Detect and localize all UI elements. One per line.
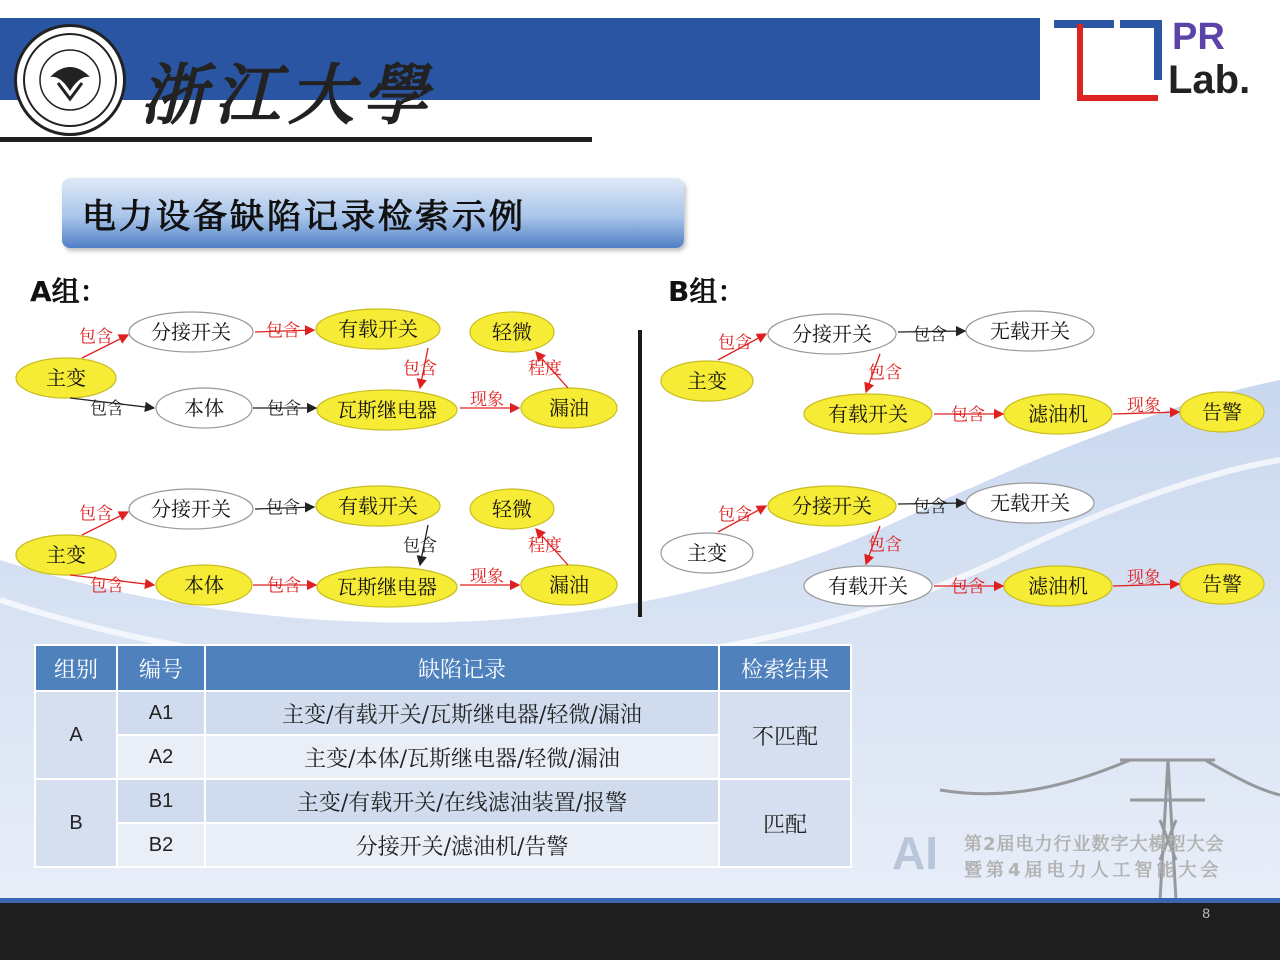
graph-node-label: 主变 — [687, 541, 727, 565]
graph-edge-label: 包含 — [266, 498, 300, 518]
graph-node-label: 滤油机 — [1028, 574, 1088, 598]
slide-title: 电力设备缺陷记录检索示例 — [82, 196, 526, 237]
node-main-transformer — [661, 361, 753, 401]
node-onload-switch — [804, 394, 932, 434]
group-cell: A — [35, 691, 117, 779]
record-cell: 主变/有载开关/瓦斯继电器/轻微/漏油 — [205, 691, 719, 735]
graph-edge-label: 包含 — [718, 505, 752, 525]
slide-title-box — [62, 178, 684, 248]
graph-edge-label: 程度 — [528, 536, 562, 556]
node-alarm — [1180, 392, 1264, 432]
graph-edge-label: 包含 — [90, 576, 124, 596]
id-cell: B1 — [117, 779, 205, 823]
id-cell: A1 — [117, 691, 205, 735]
retrieval-result-table — [34, 644, 852, 868]
node-offload-switch — [966, 311, 1094, 351]
graph-node-label: 滤油机 — [1028, 402, 1088, 426]
node-main-transformer — [16, 358, 116, 398]
defect-graphs — [0, 300, 1280, 630]
graph-node-label: 告警 — [1202, 400, 1242, 424]
graph-node-label: 本体 — [184, 396, 224, 420]
table-row — [35, 691, 851, 735]
conference-logo — [892, 826, 1252, 886]
graph-node-label: 分接开关 — [792, 494, 872, 518]
record-cell: 分接开关/滤油机/告警 — [205, 823, 719, 867]
lab-logo-pr: PR — [1172, 16, 1225, 58]
graph-edge-label: 包含 — [913, 325, 947, 345]
node-main-transformer — [16, 535, 116, 575]
node-body — [156, 388, 252, 428]
node-oil-leak — [521, 565, 617, 605]
graph-node-label: 本体 — [184, 573, 224, 597]
page-number: 8 — [1202, 905, 1210, 921]
record-cell: 主变/有载开关/在线滤油装置/报警 — [205, 779, 719, 823]
node-slight — [470, 489, 554, 529]
graph-node-label: 瓦斯继电器 — [337, 575, 437, 599]
result-cell: 不匹配 — [719, 691, 851, 779]
header-record: 缺陷记录 — [205, 645, 719, 691]
header-group: 组别 — [35, 645, 117, 691]
conference-line-2: 暨第4届电力人工智能大会 — [964, 860, 1223, 881]
graph-node-label: 分接开关 — [151, 497, 231, 521]
node-oil-filter — [1004, 394, 1112, 434]
graph-edge-label: 包含 — [913, 497, 947, 517]
graph-node-label: 分接开关 — [792, 322, 872, 346]
graph-node-label: 分接开关 — [151, 320, 231, 344]
node-tap-changer — [768, 314, 896, 354]
node-main-transformer — [661, 533, 753, 573]
group-b-label: B组： — [668, 275, 746, 308]
node-onload-switch — [804, 566, 932, 606]
university-name: 浙江大學 — [140, 56, 436, 134]
node-slight — [470, 312, 554, 352]
pr-lab-logo — [1046, 18, 1266, 108]
graph-edge-label: 包含 — [266, 321, 300, 341]
graph-node-label: 告警 — [1202, 572, 1242, 596]
university-seal — [14, 24, 126, 136]
header-result: 检索结果 — [719, 645, 851, 691]
node-oil-filter — [1004, 566, 1112, 606]
graph-node-label: 无载开关 — [990, 319, 1070, 343]
graph-node-label: 有载开关 — [828, 402, 908, 426]
graph-edge-label: 程度 — [528, 359, 562, 379]
node-gas-relay — [317, 567, 457, 607]
node-gas-relay — [317, 390, 457, 430]
graph-edge-label: 包含 — [718, 333, 752, 353]
graph-edge-label: 包含 — [951, 405, 985, 425]
table-header-row — [35, 645, 851, 691]
graph-edge-label: 包含 — [90, 399, 124, 419]
graph-node-label: 主变 — [687, 369, 727, 393]
graph-edge-label: 包含 — [868, 535, 902, 555]
node-offload-switch — [966, 483, 1094, 523]
lab-logo-lab: Lab. — [1168, 58, 1251, 102]
graph-edge-label: 包含 — [79, 504, 113, 524]
graph-node-label: 有载开关 — [338, 494, 418, 518]
conference-line-1: 第2届电力行业数字大模型大会 — [964, 834, 1225, 855]
graph-node-label: 有载开关 — [338, 317, 418, 341]
graph-edge-label: 包含 — [951, 577, 985, 597]
graph-node-label: 主变 — [46, 543, 86, 567]
node-body — [156, 565, 252, 605]
graph-node-label: 瓦斯继电器 — [337, 398, 437, 422]
node-oil-leak — [521, 388, 617, 428]
node-tap-changer — [129, 312, 253, 352]
node-onload-switch — [316, 309, 440, 349]
graph-node-label: 轻微 — [492, 497, 532, 521]
graph-node-label: 有载开关 — [828, 574, 908, 598]
node-tap-changer — [768, 486, 896, 526]
graph-edge-label: 包含 — [403, 536, 437, 556]
graph-edge-label: 现象 — [470, 390, 504, 410]
graph-edge-label: 包含 — [79, 327, 113, 347]
graph-edge-label: 现象 — [1127, 396, 1161, 416]
graph-node-label: 漏油 — [549, 396, 589, 420]
node-tap-changer — [129, 489, 253, 529]
record-cell: 主变/本体/瓦斯继电器/轻微/漏油 — [205, 735, 719, 779]
id-cell: B2 — [117, 823, 205, 867]
graph-edge-label: 现象 — [1127, 568, 1161, 588]
node-alarm — [1180, 564, 1264, 604]
graph-edge-label: 包含 — [267, 399, 301, 419]
header-id: 编号 — [117, 645, 205, 691]
graph-edge-label: 包含 — [868, 363, 902, 383]
graph-edge-label: 现象 — [470, 567, 504, 587]
graph-edge-label: 包含 — [403, 359, 437, 379]
header-underline — [0, 137, 592, 142]
graph-node-label: 轻微 — [492, 320, 532, 344]
conference-logo-mark: AI — [892, 827, 938, 879]
graph-node-label: 无载开关 — [990, 491, 1070, 515]
graph-node-label: 漏油 — [549, 573, 589, 597]
group-cell: B — [35, 779, 117, 867]
footer-bar — [0, 903, 1280, 960]
table-row — [35, 779, 851, 823]
node-onload-switch — [316, 486, 440, 526]
result-cell: 匹配 — [719, 779, 851, 867]
graph-edge-label: 包含 — [267, 576, 301, 596]
group-a-label: A组： — [30, 275, 108, 308]
graph-node-label: 主变 — [46, 366, 86, 390]
id-cell: A2 — [117, 735, 205, 779]
